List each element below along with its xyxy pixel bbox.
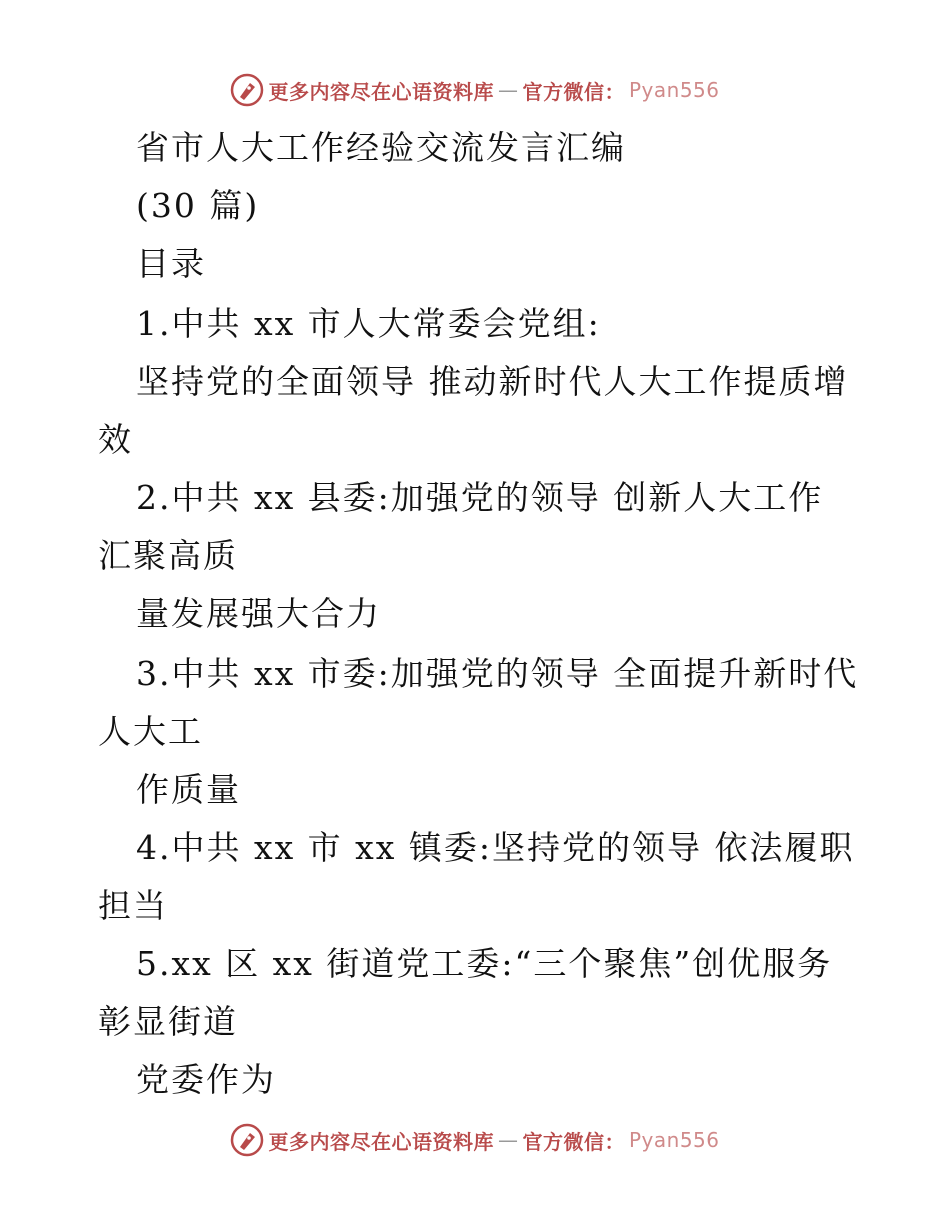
toc-heading: 目录 [136, 244, 206, 283]
toc-item-3: 3.中共 xx 市委:加强党的领导 全面提升新时代 [136, 654, 859, 693]
toc-item-5: 5.xx 区 xx 街道党工委:“三个聚焦”创优服务 [136, 944, 833, 983]
doc-subtitle: (30 篇) [136, 186, 260, 225]
toc-item-3-cont: 人大工 [98, 712, 203, 751]
toc-item-1: 1.中共 xx 市人大常委会党组: [136, 304, 601, 343]
footer-watermark [0, 1120, 950, 1160]
header-watermark [0, 70, 950, 110]
wechat-label: 官方微信： [522, 1129, 625, 1154]
doc-title: 省市人大工作经验交流发言汇编 [136, 128, 626, 167]
toc-item-2: 2.中共 xx 县委:加强党的领导 创新人大工作 [136, 478, 824, 517]
watermark-text: 更多内容尽在心语资料库 [268, 1129, 494, 1154]
toc-item-1-title: 坚持党的全面领导 推动新时代人大工作提质增 [136, 362, 849, 401]
toc-item-2-cont-2: 量发展强大合力 [136, 594, 381, 633]
wechat-id: Pyan556 [628, 78, 720, 102]
toc-item-2-cont: 汇聚高质 [98, 536, 238, 575]
toc-item-1-title-cont: 效 [98, 420, 133, 459]
toc-item-3-cont-2: 作质量 [136, 770, 241, 809]
pen-nib-icon [230, 73, 264, 107]
wechat-id: Pyan556 [628, 1128, 720, 1152]
toc-item-4: 4.中共 xx 市 xx 镇委:坚持党的领导 依法履职 [136, 828, 855, 867]
wechat-label: 官方微信： [522, 79, 625, 104]
watermark-text: 更多内容尽在心语资料库 [268, 79, 494, 104]
pen-nib-icon [230, 1123, 264, 1157]
watermark-dash: — [497, 78, 519, 102]
watermark-dash: — [497, 1128, 519, 1152]
toc-item-4-cont: 担当 [98, 886, 168, 925]
toc-item-5-cont-2: 党委作为 [136, 1060, 276, 1099]
toc-item-5-cont: 彰显街道 [98, 1002, 238, 1041]
